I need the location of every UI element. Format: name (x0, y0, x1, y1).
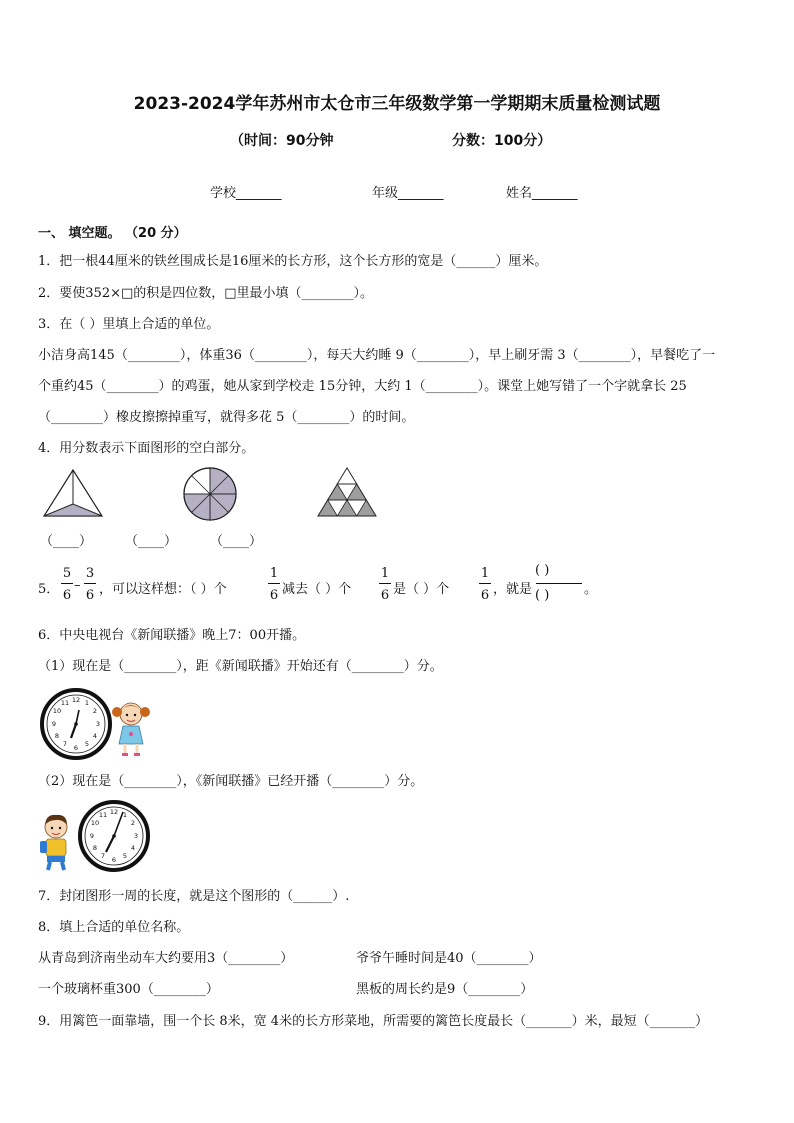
question-3-line-3: （________）橡皮擦擦掉重写，就得多花 5（________）的时间。 (38, 410, 415, 425)
svg-text:1: 1 (122, 811, 128, 819)
svg-text:5: 5 (122, 852, 128, 860)
question-1: 1．把一根44厘米的铁丝围成长是16厘米的长方形，这个长方形的宽是（______）厘米。 (38, 254, 548, 269)
question-8-d: 黑板的周长约是9（________） (356, 982, 534, 997)
svg-text:11: 11 (98, 811, 108, 819)
school-field: 学校_______ (210, 186, 282, 201)
q4-blank-1[interactable]: （____） (40, 534, 93, 549)
frac-3-6-denominator: 6 (85, 588, 95, 603)
grade-field: 年级_______ (372, 186, 444, 201)
svg-text:2: 2 (92, 707, 98, 715)
exam-score: 分数：100分） (452, 133, 552, 149)
q5-text-4: ，就是 (493, 582, 533, 597)
frac-bar (379, 583, 391, 584)
minus-sign: – (74, 578, 81, 593)
frac-1-6-denominator: 6 (480, 588, 490, 603)
svg-text:11: 11 (60, 699, 70, 707)
frac-1-6-numerator: 1 (380, 566, 390, 581)
question-8-c: 一个玻璃杯重300（________） (38, 982, 219, 997)
frac-3-6-numerator: 3 (85, 566, 95, 581)
svg-text:1: 1 (84, 699, 90, 707)
frac-bar (479, 583, 491, 584)
svg-text:12: 12 (109, 808, 119, 816)
boy-character-icon (36, 812, 76, 872)
svg-text:10: 10 (52, 707, 62, 715)
svg-text:7: 7 (100, 852, 106, 860)
page-title: 2023-2024学年苏州市太仓市三年级数学第一学期期末质量检测试题 (133, 94, 661, 114)
question-6-stem: 6．中央电视台《新闻联播》晚上7：00开播。 (38, 628, 306, 643)
clock-1-icon (40, 688, 112, 760)
q5-end: 。 (584, 582, 598, 597)
svg-text:9: 9 (51, 720, 57, 728)
question-2: 2．要使352×□的积是四位数，□里最小填（________）。 (38, 286, 374, 301)
svg-text:5: 5 (84, 740, 90, 748)
svg-text:12: 12 (71, 696, 81, 704)
clock-2-icon (78, 800, 150, 872)
name-field: 姓名_______ (506, 186, 578, 201)
svg-text:6: 6 (111, 856, 117, 864)
answer-numerator-blank[interactable]: ( ) (535, 563, 550, 578)
svg-text:4: 4 (130, 844, 136, 852)
question-8-b: 爷爷午睡时间是40（________） (356, 951, 542, 966)
frac-1-6-numerator: 1 (269, 566, 279, 581)
exam-time: （时间：90分钟 (230, 133, 334, 149)
q4-blank-3[interactable]: （____） (210, 534, 263, 549)
svg-text:8: 8 (54, 732, 60, 740)
triangle-grid-figure (316, 466, 378, 518)
question-7: 7．封闭图形一周的长度，就是这个图形的（______）. (38, 889, 350, 904)
question-8-stem: 8．填上合适的单位名称。 (38, 920, 190, 935)
svg-text:3: 3 (133, 832, 139, 840)
svg-text:4: 4 (92, 732, 98, 740)
frac-1-6-denominator: 6 (380, 588, 390, 603)
svg-text:6: 6 (73, 744, 79, 752)
question-5-prefix: 5． (38, 582, 60, 597)
question-3-line-2: 个重约45（________）的鸡蛋，她从家到学校走 15分钟，大约 1（________）。课堂上她写错了一个字就拿长 25 (38, 379, 687, 394)
question-3-stem: 3．在（ ）里填上合适的单位。 (38, 317, 220, 332)
question-6-part-2: （2）现在是（________），《新闻联播》已经开播（________）分。 (38, 774, 424, 789)
question-9: 9．用篱笆一面靠墙，围一个长 8米，宽 4米的长方形菜地，所需要的篱笆长度最长（_______）米，最短（_______） (38, 1014, 709, 1029)
question-6-part-1: （1）现在是（________），距《新闻联播》开始还有（________）分。 (38, 659, 443, 674)
svg-text:10: 10 (90, 819, 100, 827)
q4-blank-2[interactable]: （____） (125, 534, 178, 549)
svg-text:2: 2 (130, 819, 136, 827)
frac-bar (84, 583, 96, 584)
svg-text:8: 8 (92, 844, 98, 852)
question-4-stem: 4．用分数表示下面图形的空白部分。 (38, 441, 255, 456)
triangle-figure (42, 468, 104, 518)
question-8-a: 从青岛到济南坐动车大约要用3（________） (38, 951, 294, 966)
question-3-line-1: 小洁身高145（________），体重36（________），每天大约睡 9（________），早上刷牙需 3（________），早餐吃了一 (38, 348, 716, 363)
svg-text:3: 3 (95, 720, 101, 728)
frac-bar (536, 583, 582, 584)
q5-text-1: ，可以这样想：（ ）个 (99, 582, 227, 597)
answer-denominator-blank[interactable]: ( ) (535, 588, 550, 603)
frac-5-6-denominator: 6 (62, 588, 72, 603)
girl-character-icon (110, 698, 152, 758)
svg-text:9: 9 (89, 832, 95, 840)
q5-text-2: 减去（ ）个 (282, 582, 352, 597)
section-heading: 一、 填空题。 （20 分） (38, 226, 187, 241)
frac-bar (61, 583, 73, 584)
q5-text-3: 是（ ）个 (393, 582, 450, 597)
frac-1-6-denominator: 6 (269, 588, 279, 603)
frac-1-6-numerator: 1 (480, 566, 490, 581)
frac-bar (268, 583, 280, 584)
svg-text:7: 7 (62, 740, 68, 748)
circle-figure (182, 466, 238, 522)
frac-5-6-numerator: 5 (62, 566, 72, 581)
